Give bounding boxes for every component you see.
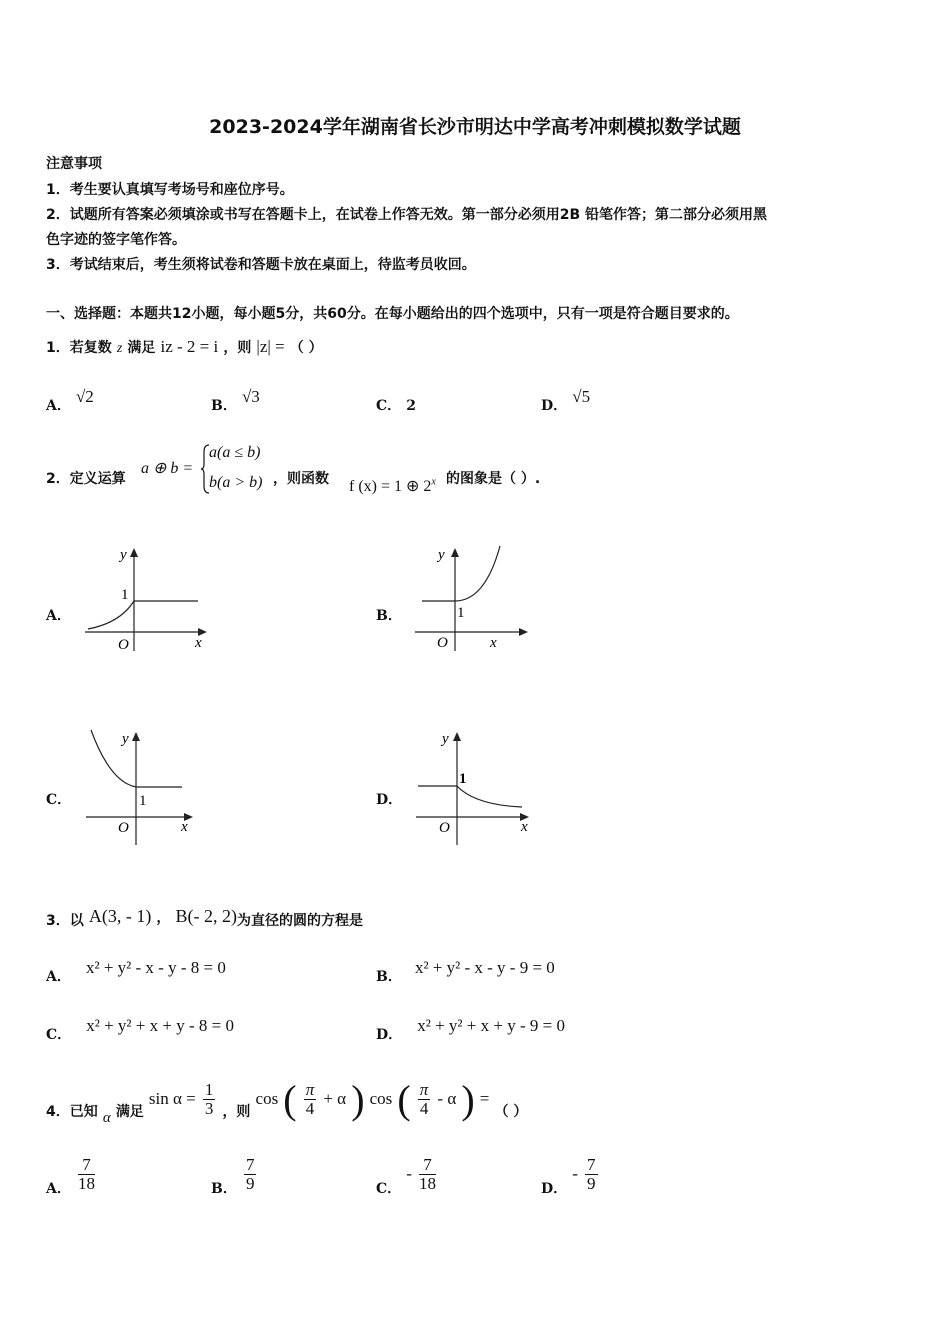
numerator: π	[305, 1080, 315, 1099]
option-value: 2	[406, 398, 416, 414]
q4-paren-close-1: )	[351, 1077, 365, 1122]
q2-case-1: a(a ≤ b)	[209, 444, 261, 461]
y-axis-label: y	[442, 731, 449, 747]
option-fraction	[419, 1156, 436, 1193]
x-axis-label: x	[181, 819, 188, 835]
option-fraction	[244, 1156, 257, 1193]
q4-pi-over-4-a	[304, 1081, 317, 1118]
q3-option-c	[46, 1016, 234, 1043]
q3-tail: 为直径的圆的方程是	[237, 913, 364, 929]
q3-point-b: B(- 2, 2)	[175, 906, 238, 926]
option-value: x² + y² + x + y - 8 = 0	[86, 1016, 234, 1035]
option-label: B．	[211, 398, 237, 414]
q4-equals: =	[479, 1089, 490, 1108]
denominator: 18	[419, 1174, 437, 1193]
q1-mid: 满足	[127, 340, 156, 356]
q1-var: z	[116, 341, 123, 356]
y-axis-label: y	[122, 731, 129, 747]
x-axis-label: x	[490, 635, 497, 651]
q2-graph-d	[410, 727, 540, 847]
q2-option-a-label: A．	[46, 608, 71, 624]
q4-option-b	[211, 1155, 258, 1197]
option-label: A．	[46, 1181, 71, 1197]
one-label: 1	[139, 793, 147, 809]
q2-function	[349, 476, 436, 496]
q2-option-c-label: C．	[46, 792, 72, 808]
q1-option-a	[46, 387, 94, 415]
question-3	[46, 906, 363, 927]
option-sign: -	[406, 1164, 412, 1183]
option-label: A．	[46, 398, 71, 414]
q4-then: ，则	[222, 1104, 251, 1120]
q3-point-a: A(3, - 1)	[88, 906, 152, 926]
option-value: x² + y² + x + y - 9 = 0	[417, 1016, 565, 1035]
option-fraction	[78, 1156, 95, 1193]
option-label: C．	[376, 1181, 402, 1197]
one-label: 1	[121, 587, 129, 603]
notice-item-3: 3．考试结束后，考生须将试卷和答题卡放在桌面上，待监考员收回。	[46, 257, 476, 273]
q1-option-d	[541, 387, 591, 415]
q1-paren: （ ）	[289, 340, 323, 356]
notice-heading: 注意事项	[46, 156, 102, 172]
option-label: C．	[376, 398, 402, 414]
question-4	[46, 1076, 528, 1126]
q1-equation: iz - 2 = i	[160, 337, 219, 356]
q4-option-c	[376, 1155, 438, 1197]
q2-graph-a	[80, 543, 210, 653]
numerator: 7	[245, 1155, 255, 1174]
y-axis-label: y	[438, 547, 445, 563]
option-label: D．	[541, 398, 568, 414]
q4-paren-close-2: )	[461, 1077, 475, 1122]
q2-graph-c	[80, 727, 210, 847]
q2-number-text: 2．定义运算	[46, 471, 126, 487]
question-1	[46, 337, 323, 357]
q3-option-a	[46, 958, 226, 985]
denominator: 4	[419, 1099, 429, 1118]
notice-item-2-cont: 色字迹的签字笔作答。	[46, 232, 186, 248]
q1-abs: |z| =	[256, 337, 285, 356]
option-label: A．	[46, 969, 71, 985]
q4-option-a	[46, 1155, 97, 1197]
q4-pi-over-4-b	[418, 1081, 431, 1118]
q3-option-b	[376, 958, 555, 985]
q1-number: 1．若复数	[46, 340, 112, 356]
numerator: 1	[204, 1080, 214, 1099]
q2-case-2: b(a > b)	[209, 474, 263, 491]
option-value: √2	[75, 387, 94, 406]
q4-option-d	[541, 1155, 600, 1197]
notice-item-1: 1．考生要认真填写考场号和座位序号。	[46, 182, 294, 198]
section-heading: 一、选择题：本题共12小题，每小题5分，共60分。在每小题给出的四个选项中，只有一项是符合题目要求的。	[46, 306, 739, 322]
q2-function-text: f (x) = 1 ⊕ 2	[349, 478, 432, 495]
one-label: 1	[459, 771, 467, 787]
option-value: √5	[572, 387, 591, 406]
q1-option-c	[376, 395, 416, 415]
denominator: 4	[305, 1099, 315, 1118]
denominator: 3	[204, 1099, 214, 1118]
one-label: 1	[457, 605, 465, 621]
q2-function-sup: x	[431, 476, 436, 488]
option-value: √3	[241, 387, 260, 406]
option-label: B．	[376, 969, 402, 985]
q4-paren-open-2: (	[397, 1077, 411, 1122]
q4-var: α	[102, 1110, 111, 1126]
denominator: 18	[77, 1174, 95, 1193]
origin-label: O	[118, 820, 129, 836]
q1-option-b	[211, 387, 260, 415]
notice-item-2: 2．试题所有答案必须填涂或书写在答题卡上，在试卷上作答无效。第一部分必须用2B 铅笔作答；第二部分必须用黑	[46, 207, 768, 223]
denominator: 9	[245, 1174, 255, 1193]
x-axis-label: x	[195, 635, 202, 651]
q3-number: 3．以	[46, 913, 84, 929]
origin-label: O	[437, 635, 448, 651]
q4-cos-2: cos	[369, 1089, 393, 1108]
page-title: 2023-2024学年湖南省长沙市明达中学高考冲刺模拟数学试题	[209, 116, 741, 138]
option-label: D．	[541, 1181, 568, 1197]
q4-paren-open-1: (	[283, 1077, 297, 1122]
numerator: 7	[419, 1156, 436, 1175]
numerator: 7	[78, 1156, 95, 1175]
option-fraction	[585, 1156, 598, 1193]
denominator: 9	[587, 1174, 596, 1193]
q2-then: ，则函数	[273, 471, 329, 487]
q4-number: 4．已知	[46, 1104, 98, 1120]
option-label: C．	[46, 1027, 72, 1043]
option-sign: -	[572, 1164, 578, 1183]
q4-paren: （ ）	[494, 1104, 528, 1120]
q2-tail: 的图象是（ ）.	[446, 471, 541, 487]
origin-label: O	[439, 820, 450, 836]
q2-option-b-label: B．	[376, 608, 402, 624]
y-axis-label: y	[120, 547, 127, 563]
q4-mid: 满足	[115, 1104, 144, 1120]
q2-option-d-label: D．	[376, 792, 403, 808]
numerator: 7	[587, 1155, 596, 1174]
numerator: π	[419, 1080, 429, 1099]
q4-sin-fraction	[203, 1081, 216, 1118]
q1-then: ，则	[223, 340, 252, 356]
option-label: D．	[376, 1027, 403, 1043]
q3-sep: ，	[156, 910, 171, 926]
q4-plus-alpha: + α	[323, 1089, 347, 1108]
option-value: x² + y² - x - y - 9 = 0	[414, 958, 555, 977]
x-axis-label: x	[521, 819, 528, 835]
q4-cos-1: cos	[255, 1089, 279, 1108]
q2-number	[46, 468, 126, 488]
option-label: B．	[211, 1181, 237, 1197]
option-value: x² + y² - x - y - 8 = 0	[85, 958, 226, 977]
q2-operator: a ⊕ b =	[141, 460, 194, 477]
origin-label: O	[118, 637, 129, 653]
q4-minus-alpha: - α	[437, 1089, 457, 1108]
q2-graph-b	[410, 543, 540, 653]
q4-sin: sin α =	[148, 1089, 196, 1108]
q3-option-d	[376, 1016, 565, 1043]
